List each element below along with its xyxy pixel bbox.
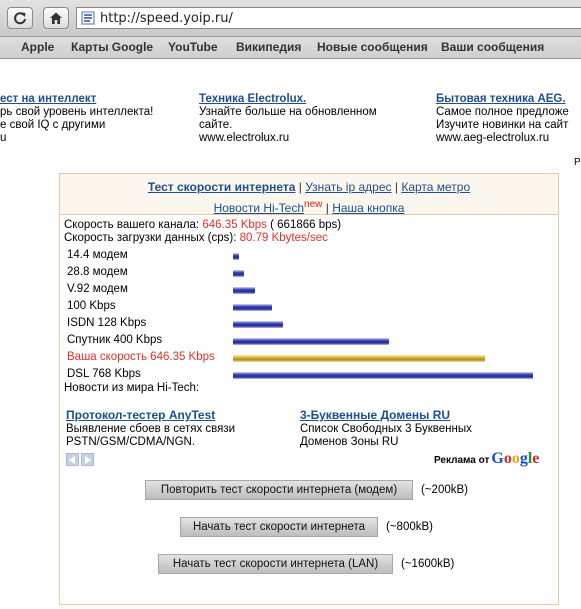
bookmarks-bar: [0, 37, 581, 59]
bookmark-new-messages[interactable]: Новые сообщения: [317, 40, 428, 54]
bookmark-wikipedia[interactable]: Википедия: [236, 40, 302, 54]
news-pager: [66, 453, 94, 466]
ad-block-3: [436, 93, 569, 145]
new-badge: new: [304, 199, 323, 210]
news-item-desc: Список Свободных 3 Буквенных: [300, 423, 472, 435]
ad-line: е свой IQ с другими: [0, 119, 106, 131]
browser-toolbar: [0, 0, 581, 37]
retest-modem-size: (~200kB): [421, 484, 468, 496]
bookmark-your-messages[interactable]: Ваши сообщения: [441, 40, 545, 54]
speed-bar: [233, 304, 272, 311]
news-heading: Новости из мира Hi-Tech:: [64, 382, 200, 394]
start-test-button[interactable]: Начать тест скорости интернета: [180, 517, 378, 537]
google-logo-letter: o: [503, 450, 512, 467]
cut-off-text: Р: [574, 157, 581, 168]
news-item-title[interactable]: 3-Буквенные Домены RU: [300, 408, 451, 422]
your-speed-label: Ваша скорость 646.35 Kbps: [67, 351, 215, 363]
google-logo-letter: g: [519, 450, 528, 467]
nav-separator: |: [394, 180, 398, 194]
google-logo: [491, 450, 539, 468]
ad-title[interactable]: Техника Electrolux.: [199, 93, 307, 105]
start-lan-test-size: (~1600kB): [401, 558, 455, 570]
speed-bar: [233, 270, 244, 277]
nav-ip-address-link[interactable]: Узнать ip адрес: [305, 180, 392, 194]
reload-button[interactable]: [7, 7, 33, 29]
news-item-title[interactable]: Протокол-тестер AnyTest: [66, 408, 216, 422]
page-icon: [81, 11, 95, 25]
ad-line: рь свой уровень интеллекта!: [0, 106, 154, 118]
news-item-desc: PSTN/GSM/CDMA/NGN.: [66, 436, 196, 448]
reload-icon: [13, 11, 27, 25]
ad-block-1: [0, 93, 153, 145]
nav-our-button-link[interactable]: Наша кнопка: [332, 201, 405, 215]
download-speed-line: [64, 232, 328, 244]
home-button[interactable]: [43, 7, 69, 29]
ad-title[interactable]: ест на интеллект: [0, 93, 97, 105]
ads-by-google[interactable]: [434, 450, 539, 468]
ads-by-label: Реклама от: [434, 455, 490, 466]
bookmark-google-maps[interactable]: Карты Google: [71, 40, 154, 54]
speed-row-label: Спутник 400 Kbps: [67, 334, 163, 346]
speed-row-label: V.92 модем: [67, 283, 128, 295]
bookmark-youtube[interactable]: YouTube: [168, 40, 218, 54]
speed-bar: [233, 287, 255, 294]
ad-title[interactable]: Бытовая техника AEG.: [436, 93, 566, 105]
speed-bar: [233, 253, 239, 260]
channel-speed-label: Скорость вашего канала:: [64, 219, 200, 231]
download-speed-value: 80.79 Kbytes/sec: [239, 232, 328, 244]
nav-separator: |: [325, 201, 329, 215]
channel-speed-line: [64, 219, 341, 231]
google-logo-letter: G: [491, 450, 504, 467]
channel-speed-bps: ( 661866 bps): [270, 219, 342, 231]
google-logo-letter: o: [511, 450, 520, 467]
ad-line: u: [0, 132, 7, 144]
ad-line: Изучите новинки на сайт: [436, 119, 569, 131]
ad-line: www.aeg-electrolux.ru: [436, 132, 550, 144]
speed-row-label: DSL 768 Kbps: [67, 368, 141, 380]
bookmark-apple[interactable]: Apple: [21, 40, 55, 54]
news-item-desc: Выявление сбоев в сетях связи: [66, 423, 236, 435]
news-item-desc: Доменов Зоны RU: [300, 436, 399, 448]
site-navigation: [60, 174, 558, 215]
nav-metro-map-link[interactable]: Карта метро: [401, 180, 471, 194]
speed-test-panel: [59, 173, 559, 605]
ad-block-2: [199, 93, 377, 145]
speed-bar: [233, 372, 533, 379]
speed-bar: [233, 321, 283, 328]
speed-row-label: 28.8 модем: [67, 266, 128, 278]
start-lan-test-button[interactable]: Начать тест скорости интернета (LAN): [158, 554, 393, 574]
speed-bar: [233, 338, 389, 345]
ad-line: Самое полное предложе: [436, 106, 569, 118]
your-speed-bar: [233, 355, 485, 362]
next-arrow-icon[interactable]: [81, 453, 94, 466]
speed-row-label: ISDN 128 Kbps: [67, 317, 147, 329]
channel-speed-value: 646.35 Kbps: [202, 219, 267, 231]
ad-line: сайте.: [199, 119, 233, 131]
ad-line: www.electrolux.ru: [199, 132, 290, 144]
prev-arrow-icon[interactable]: [66, 453, 79, 466]
nav-separator: |: [298, 180, 302, 194]
nav-speed-test-link[interactable]: Тест скорости интернета: [147, 180, 296, 194]
start-test-size: (~800kB): [386, 521, 433, 533]
address-bar[interactable]: [76, 7, 581, 29]
home-icon: [49, 11, 63, 25]
google-logo-letter: e: [532, 450, 540, 467]
google-logo-letter: l: [527, 450, 533, 467]
retest-modem-button[interactable]: Повторить тест скорости интернета (модем): [145, 480, 413, 500]
url-text: http://speed.yoip.ru/: [100, 10, 233, 26]
speed-row-label: 100 Kbps: [67, 300, 116, 312]
ad-line: Узнайте больше на обновленном: [199, 106, 377, 118]
nav-hitech-news-link[interactable]: Новости Hi-Tech: [213, 201, 305, 215]
download-speed-label: Скорость загрузки данных (cps):: [64, 232, 237, 244]
speed-row-label: 14.4 модем: [67, 249, 128, 261]
